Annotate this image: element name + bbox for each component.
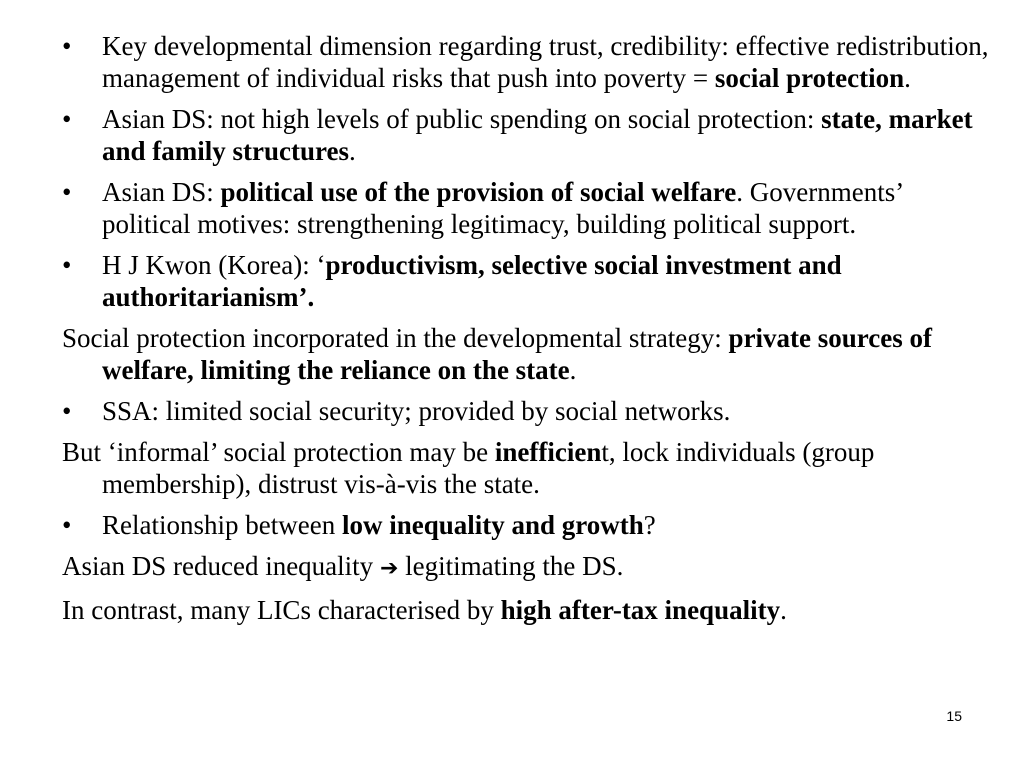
bullet-marker: • [62,396,72,426]
bullet-marker: • [62,510,72,540]
text-run: . [780,595,787,625]
bullet-marker: • [62,104,72,134]
text-paragraph [62,594,992,626]
text-run: legitimating the DS. [398,551,624,581]
bullet-item [62,176,992,240]
text-run: Key developmental dimension regarding trust, credibility: effective redistribution, management of individual risks that push into poverty = [102,31,989,93]
text-run: Asian DS reduced inequality [62,551,380,581]
bold-text: social protection [714,63,905,93]
bullet-marker: • [62,250,72,280]
bullet-item [62,103,992,167]
text-paragraph [62,550,992,585]
bold-text: low inequality and growth [341,510,644,540]
bold-text: productivism, selective social investment and authoritarianism’. [102,250,842,312]
page-number: 15 [946,708,962,724]
bold-text: political use of the provision of social welfare [220,177,737,207]
bold-text: inefficien [494,437,602,467]
bold-text: state, market and family structures [102,104,973,166]
bullet-marker: • [62,31,72,61]
text-run: t, lock individuals (group membership), distrust vis-à-vis the state. [102,437,875,499]
bold-text: private sources of welfare, limiting the reliance on the state [102,323,933,385]
bullet-item [62,509,992,541]
text-run: SSA: limited social security; provided by social networks. [102,396,731,426]
text-run: . Governments’ political motives: strengthening legitimacy, building political support. [102,177,903,239]
text-run: Social protection incorporated in the developmental strategy: [62,323,729,353]
text-run: H J Kwon (Korea): ‘ [102,250,326,280]
text-run: Asian DS: not high levels of public spending on social protection: [102,104,822,134]
arrow-right-icon: ➔ [379,556,399,581]
text-run: . [349,136,356,166]
slide-body [62,30,992,635]
bullet-item [62,30,992,94]
bullet-item [62,395,992,427]
text-run: Asian DS: [102,177,221,207]
text-run: But ‘informal’ social protection may be [62,437,495,467]
text-run: ? [643,510,656,540]
text-run: Relationship between [102,510,342,540]
text-run: . [569,355,577,385]
text-run: . [904,63,911,93]
bullet-marker: • [62,177,72,207]
text-run: In contrast, many LICs characterised by [62,595,501,625]
text-paragraph [62,436,992,500]
text-paragraph [62,322,992,386]
bullet-item [62,249,992,313]
bold-text: high after-tax inequality [500,595,781,625]
